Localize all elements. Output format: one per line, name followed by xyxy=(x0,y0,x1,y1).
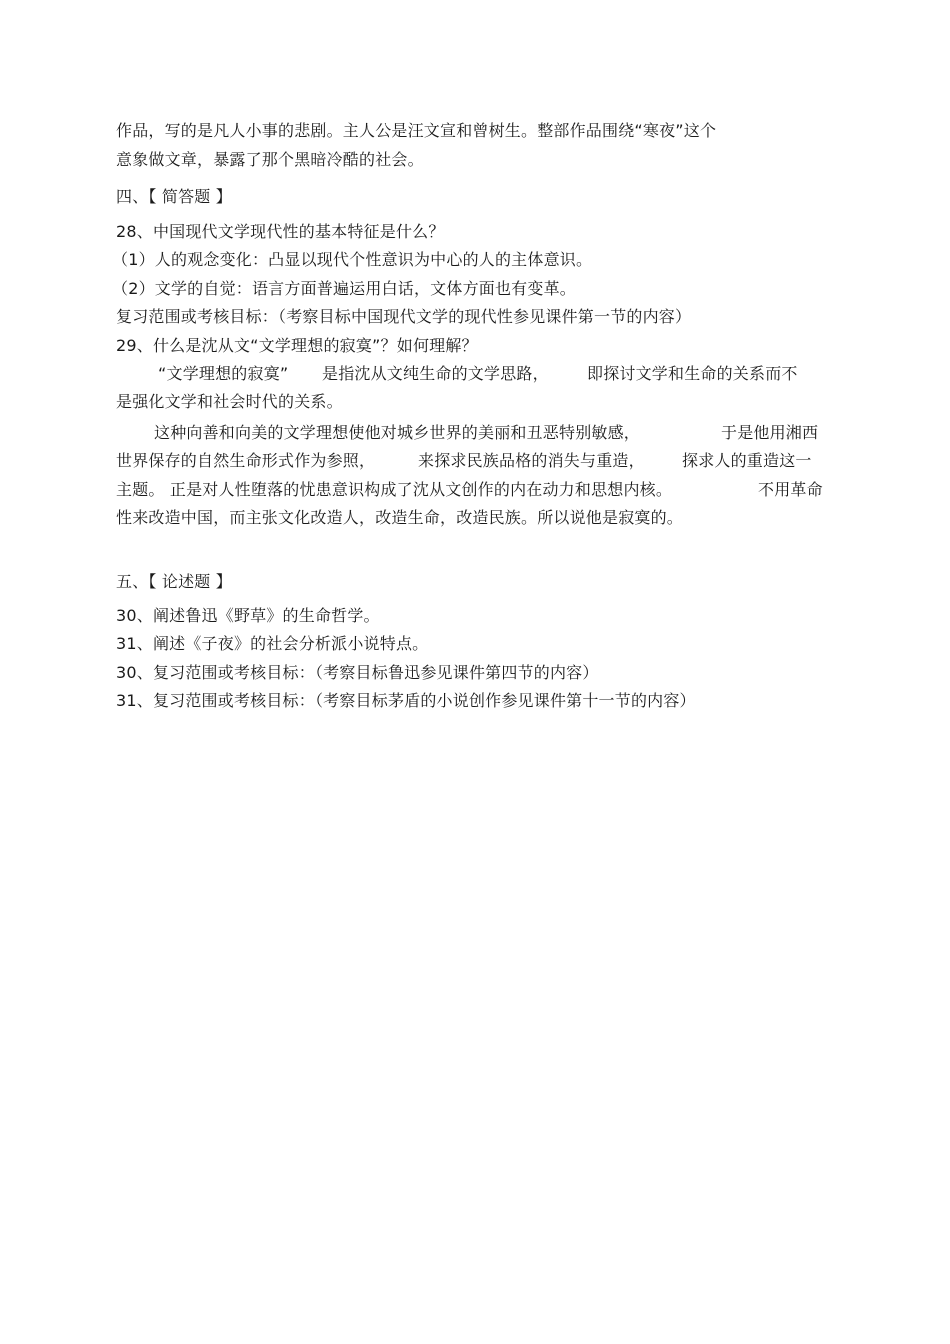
q30-question: 30、阐述鲁迅《野草》的生命哲学。 xyxy=(116,606,380,625)
q29-para-2-text: 探求人的重造这一 xyxy=(682,451,812,470)
q29-para-2-text: 于是他用湘西 xyxy=(721,423,819,442)
q29-answer-text: 即探讨文学和生命的关系而不 xyxy=(587,364,798,383)
q29-para-2-text: 主题。 正是对人性堕落的忧患意识构成了沈从文创作的内在动力和思想内核。 xyxy=(116,480,673,499)
section-5-heading: 五、【 论述题 】 xyxy=(116,572,232,591)
q29-para-2-line-4: 性来改造中国，而主张文化改造人，改造生命，改造民族。所以说他是寂寞的。 xyxy=(116,508,684,527)
q31-review: 31、复习范围或考核目标：（考察目标茅盾的小说创作参见课件第十一节的内容） xyxy=(116,691,696,710)
q29-para-2-text: 来探求民族品格的消失与重造， xyxy=(418,451,645,470)
intro-line-1: 作品，写的是凡人小事的悲剧。主人公是汪文宣和曾树生。整部作品围绕“寒夜”这个 xyxy=(116,121,717,140)
q31-question: 31、阐述《子夜》的社会分析派小说特点。 xyxy=(116,634,429,653)
q29-para-2-text: 不用革命 xyxy=(758,480,823,499)
intro-line-2: 意象做文章，暴露了那个黑暗冷酷的社会。 xyxy=(116,150,424,169)
q28-question: 28、中国现代文学现代性的基本特征是什么？ xyxy=(116,222,445,241)
q30-review: 30、复习范围或考核目标：（考察目标鲁迅参见课件第四节的内容） xyxy=(116,663,599,682)
q29-answer-text: 是指沈从文纯生命的文学思路， xyxy=(322,364,549,383)
q29-para-2-text: 这种向善和向美的文学理想使他对城乡世界的美丽和丑恶特别敏感， xyxy=(154,423,641,442)
q29-para-2-text: 世界保存的自然生命形式作为参照， xyxy=(116,451,376,470)
q29-answer-line-2: 是强化文学和社会时代的关系。 xyxy=(116,392,343,411)
q28-review: 复习范围或考核目标：（考察目标中国现代文学的现代性参见课件第一节的内容） xyxy=(116,307,692,326)
section-4-heading: 四、【 简答题 】 xyxy=(116,187,232,206)
q29-term: “文学理想的寂寞” xyxy=(158,364,289,383)
q28-point-2: （2）文学的自觉：语言方面普遍运用白话，文体方面也有变革。 xyxy=(112,279,576,298)
q28-point-1: （1）人的观念变化：凸显以现代个性意识为中心的人的主体意识。 xyxy=(112,250,593,269)
q29-question: 29、什么是沈从文“文学理想的寂寞”？如何理解？ xyxy=(116,336,478,355)
